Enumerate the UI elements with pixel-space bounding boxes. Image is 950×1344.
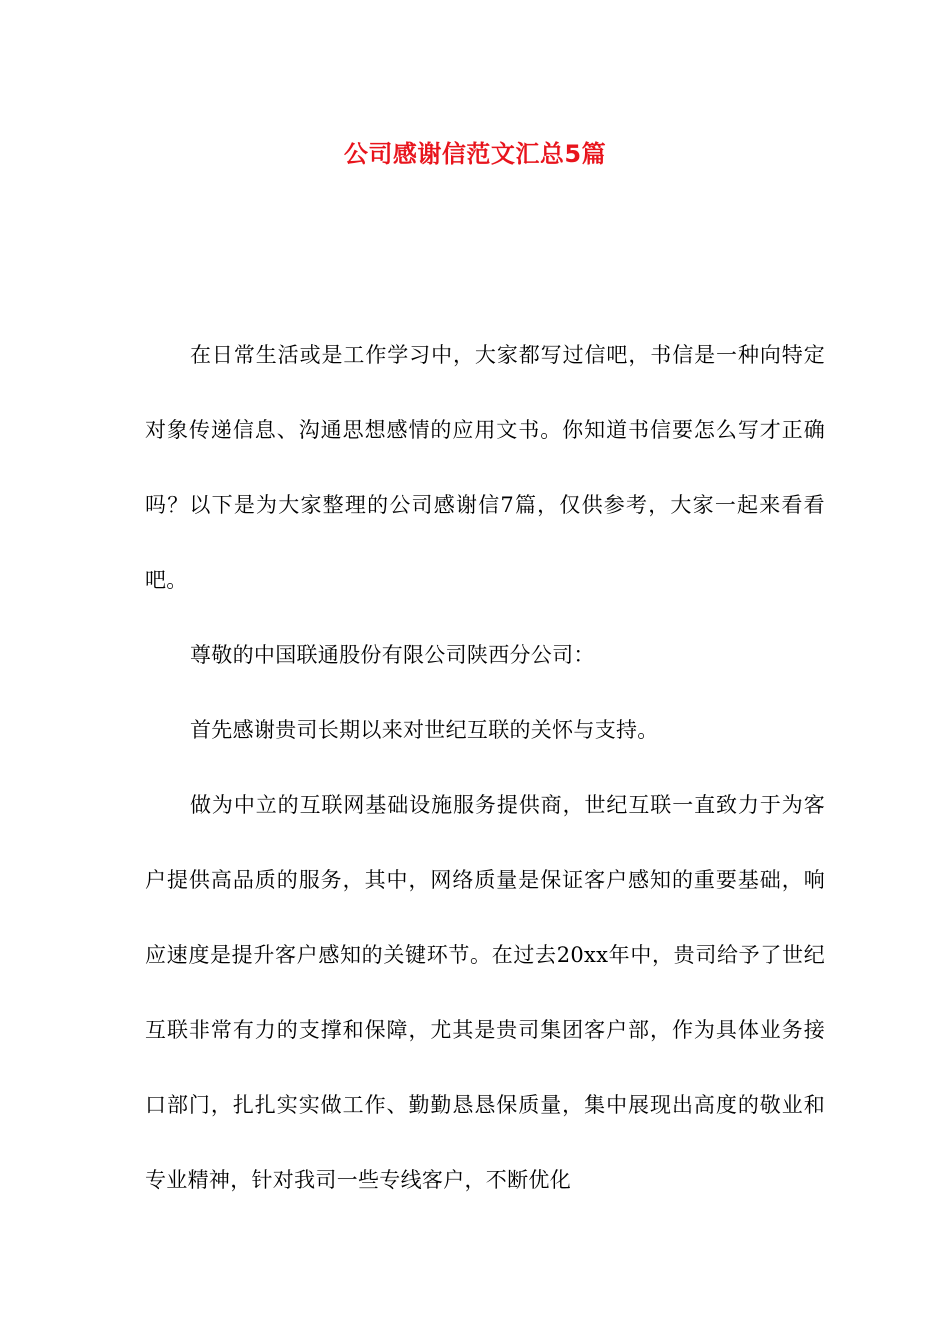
body-paragraph: 做为中立的互联网基础设施服务提供商，世纪互联一直致力于为客户提供高品质的服务，其中，网络质量是保证客户感知的重要基础，响应速度是提升客户感知的关键环节。在过去20xx年中，贵司给予了世纪互联非常有力的支撑和保障，尤其是贵司集团客户部，作为具体业务接口部门，扎扎实实做工作、勤勤恳恳保质量，集中展现出高度的敬业和专业精神，针对我司一些专线客户，不断优化: [145, 793, 825, 1192]
salutation-paragraph: 尊敬的中国联通股份有限公司陕西分公司：: [190, 643, 595, 667]
intro-paragraph: 在日常生活或是工作学习中，大家都写过信吧，书信是一种向特定对象传递信息、沟通思想感情的应用文书。你知道书信要怎么写才正确吗？以下是为大家整理的公司感谢信7篇，仅供参考，大家一起来看看吧。: [145, 343, 825, 592]
thanks-paragraph: 首先感谢贵司长期以来对世纪互联的关怀与支持。: [190, 718, 659, 742]
document-body: [145, 318, 825, 1218]
document-title: 公司感谢信范文汇总5篇: [343, 140, 607, 168]
